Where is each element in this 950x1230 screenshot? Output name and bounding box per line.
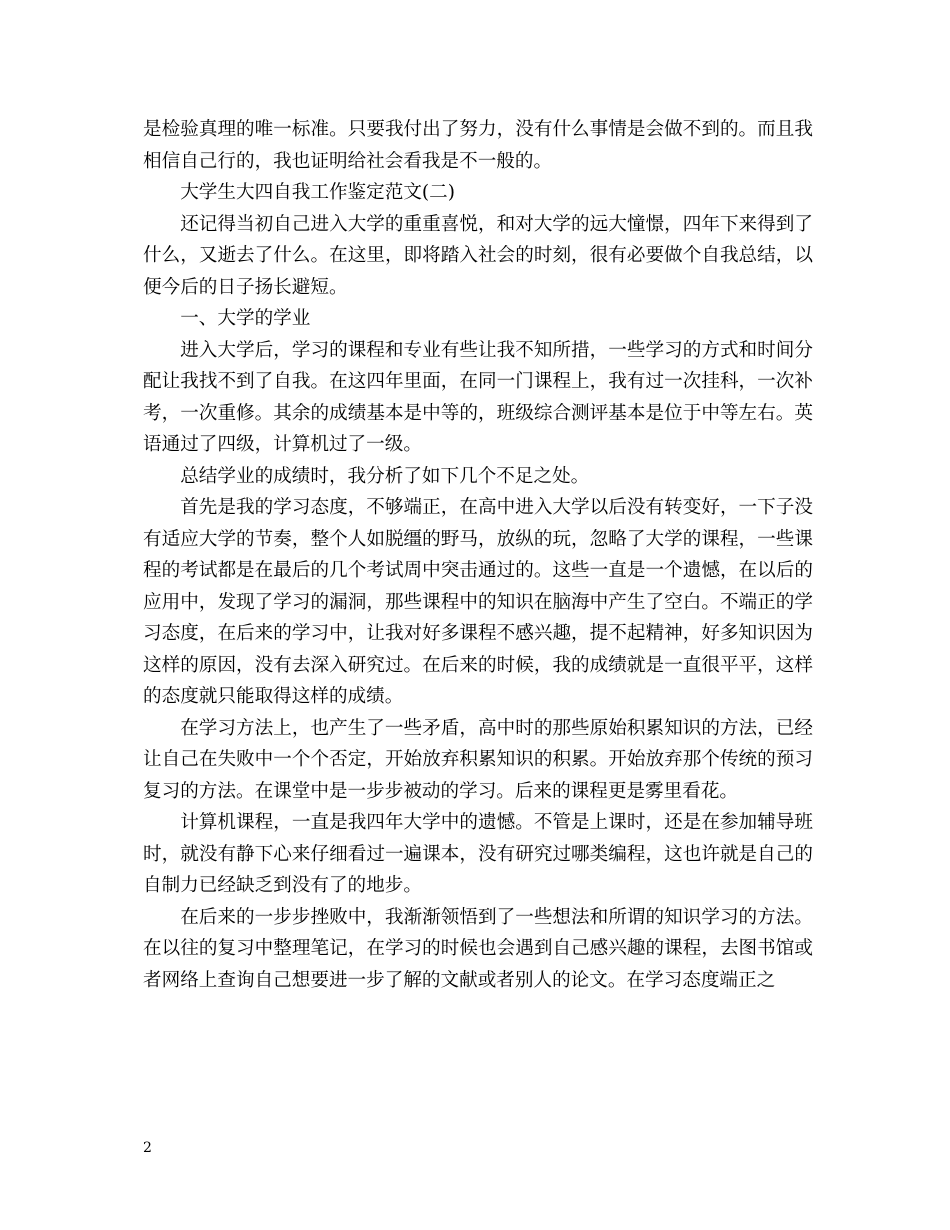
- paragraph-7: 首先是我的学习态度，不够端正，在高中进入大学以后没有转变好，一下子没有适应大学的节奏，整个人如脱缰的野马，放纵的玩，忽略了大学的课程，一些课程的考试都是在最后的几个考试周中突击通过的。这些一直是一个遗憾，在以后的应用中，发现了学习的漏洞，那些课程中的知识在脑海中产生了空白。不端正的学习态度，在后来的学习中，让我对好多课程不感兴趣，提不起精神，好多知识因为这样的原因，没有去深入研究过。在后来的时候，我的成绩就是一直很平平，这样的态度就只能取得这样的成绩。: [143, 497, 813, 707]
- paragraph-3: 还记得当初自己进入大学的重重喜悦，和对大学的远大憧憬，四年下来得到了什么，又逝去了什么。在这里，即将踏入社会的时刻，很有必要做个自我总结，以便今后的日子扬长避短。: [143, 213, 813, 298]
- paragraph-9: 计算机课程，一直是我四年大学中的遗憾。不管是上课时，还是在参加辅导班时，就没有静下心来仔细看过一遍课本，没有研究过哪类编程，这也许就是自己的自制力已经缺乏到没有了的地步。: [143, 812, 813, 896]
- paragraph-1: 是检验真理的唯一标准。只要我付出了努力，没有什么事情是会做不到的。而且我相信自己行的，我也证明给社会看我是不一般的。: [143, 119, 813, 172]
- section-heading-academics: 一、大学的学业: [180, 308, 311, 329]
- paragraph-8: 在学习方法上，也产生了一些矛盾，高中时的那些原始积累知识的方法，已经让自己在失败中一个个否定，开始放弃积累知识的积累。开始放弃那个传统的预习复习的方法。在课堂中是一步步被动的学习。后来的课程更是雾里看花。: [143, 717, 813, 802]
- paragraph-6: 总结学业的成绩时，我分析了如下几个不足之处。: [180, 465, 590, 487]
- section-heading-2: 大学生大四自我工作鉴定范文(二): [180, 182, 456, 203]
- paragraph-10: 在后来的一步步挫败中，我渐渐领悟到了一些想法和所谓的知识学习的方法。在以往的复习中整理笔记，在学习的时候也会遇到自己感兴趣的课程，去图书馆或者网络上查询自己想要进一步了解的文献或者别人的论文。在学习态度端正之: [143, 906, 813, 991]
- paragraph-5: 进入大学后，学习的课程和专业有些让我不知所措，一些学习的方式和时间分配让我找不到了自我。在这四年里面，在同一门课程上，我有过一次挂科，一次补考，一次重修。其余的成绩基本是中等的，班级综合测评基本是位于中等左右。英语通过了四级，计算机过了一级。: [143, 339, 813, 455]
- document-body: [143, 114, 813, 996]
- page-number: 2: [143, 1140, 152, 1156]
